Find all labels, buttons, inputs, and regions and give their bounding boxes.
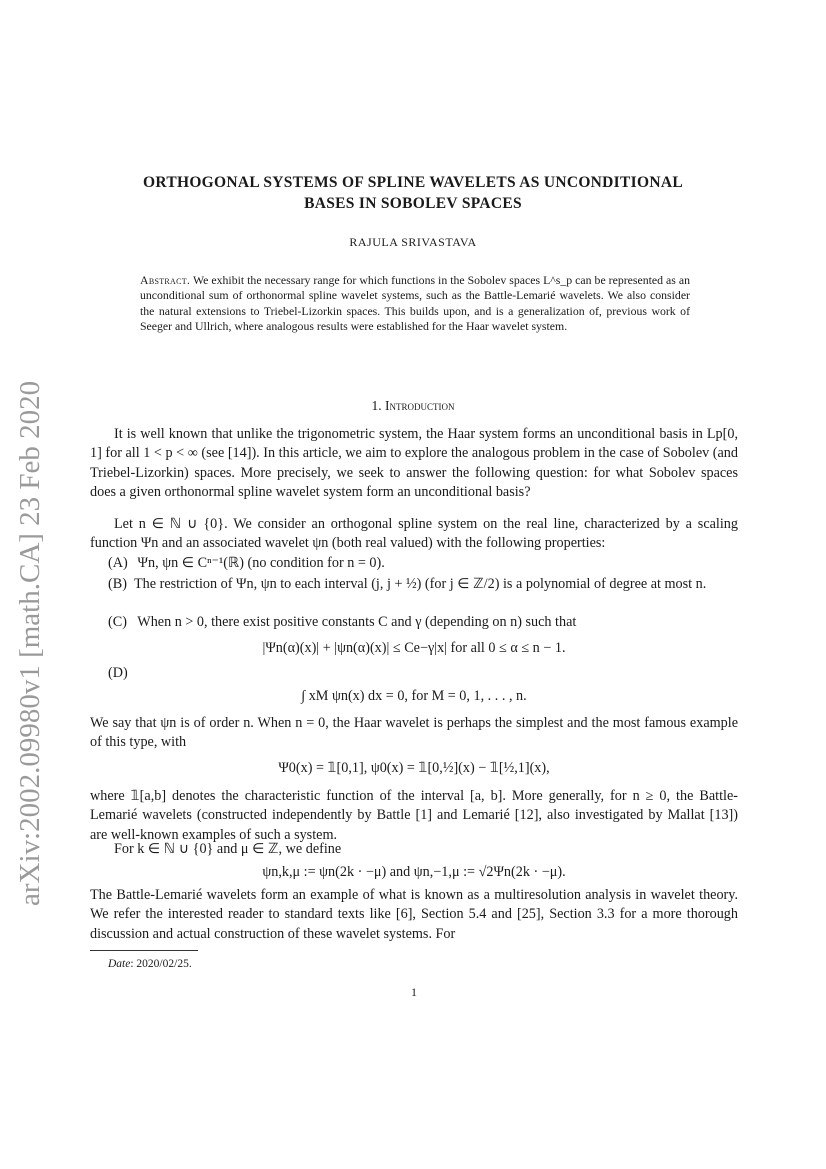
section-number: 1. xyxy=(371,398,382,413)
paragraph-order: We say that ψn is of order n. When n = 0, the Haar wavelet is perhaps the simplest and the most famous example of this type, with xyxy=(90,715,738,751)
list-tag: (A) xyxy=(108,555,128,571)
list-text: Ψn, ψn ∈ Cⁿ⁻¹(ℝ) (no condition for n = 0). xyxy=(137,555,385,571)
title-line-1: ORTHOGONAL SYSTEMS OF SPLINE WAVELETS AS UNCONDITIONAL xyxy=(143,174,683,191)
list-item-c xyxy=(108,613,738,632)
list-item-a xyxy=(108,554,738,573)
list-item-d xyxy=(108,664,738,683)
list-item-b xyxy=(108,575,764,594)
abstract-label: Abstract. xyxy=(140,273,191,287)
paragraph-setup: Let n ∈ ℕ ∪ {0}. We consider an orthogonal spline system on the real line, characterized by a scaling function Ψn and an associated wavelet ψn (both real valued) with the following properties: xyxy=(90,516,738,552)
paragraph-define: For k ∈ ℕ ∪ {0} and μ ∈ ℤ, we define xyxy=(114,841,342,857)
footnote-value: : 2020/02/25. xyxy=(130,958,192,970)
paragraph-intro: It is well known that unlike the trigonometric system, the Haar system forms an unconditional basis in Lp[0, 1] for all 1 < p < ∞ (see [14]). In this article, we aim to explore the analogous problem in the case of Sobolev (and Triebel-Lizorkin) spaces. More precisely, we seek to answer the following question: for what Sobolev spaces does a given orthonormal spline wavelet system form an unconditional basis? xyxy=(90,426,738,500)
arxiv-identifier: arXiv:2002.09980v1 [math.CA] 23 Feb 2020 xyxy=(14,380,46,906)
equation-haar: Ψ0(x) = 𝟙[0,1], ψ0(x) = 𝟙[0,½](x) − 𝟙[½,1](x), xyxy=(278,760,550,776)
list-text: The restriction of Ψn, ψn to each interval (j, j + ½) (for j ∈ ℤ/2) is a polynomial of degree at most n. xyxy=(134,576,707,592)
paragraph-mra: The Battle-Lemarié wavelets form an example of what is known as a multiresolution analysis in wavelet theory. We refer the interested reader to standard texts like [6], Section 5.4 and [25], Section 3.3 for a more thorough discussion and actual construction of these wavelet systems. For xyxy=(90,887,738,942)
abstract-text: We exhibit the necessary range for which functions in the Sobolev spaces L^s_p can be represented as an unconditional sum of orthonormal spline wavelet systems, such as the Battle-Lemarié wavelets. We also consider the natural extensions to Triebel-Lizorkin spaces. This builds upon, and is a generalization of, previous work of Seeger and Ullrich, where analogous results were established for the Haar wavelet system. xyxy=(140,273,690,334)
paragraph-battle-lemarie: where 𝟙[a,b] denotes the characteristic function of the interval [a, b]. More generally, for n ≥ 0, the Battle-Lemarié wavelets (constructed independently by Battle [1] and Lemarié [12], also investigated by Mallat [13]) are well-known examples of such a system. xyxy=(90,788,738,843)
section-title: Introduction xyxy=(385,398,455,413)
author: RAJULA SRIVASTAVA xyxy=(349,235,477,249)
list-tag: (D) xyxy=(108,665,128,681)
equation-decay: |Ψn(α)(x)| + |ψn(α)(x)| ≤ Ce−γ|x| for all 0 ≤ α ≤ n − 1. xyxy=(262,640,566,656)
title-line-2: BASES IN SOBOLEV SPACES xyxy=(304,195,522,212)
footnote-label: Date xyxy=(108,958,131,970)
list-tag: (C) xyxy=(108,614,127,630)
equation-definition: ψn,k,μ := ψn(2k · −μ) and ψn,−1,μ := √2Ψn(2k · −μ). xyxy=(262,864,566,880)
section-heading xyxy=(90,398,736,414)
abstract xyxy=(140,273,690,335)
footnote-rule xyxy=(90,950,198,951)
footnote-date xyxy=(108,958,192,970)
list-text: When n > 0, there exist positive constants C and γ (depending on n) such that xyxy=(137,614,577,630)
paper-title xyxy=(90,172,736,214)
list-tag: (B) xyxy=(108,576,127,592)
equation-moments: ∫ xM ψn(x) dx = 0, for M = 0, 1, . . . , n. xyxy=(301,688,527,704)
page-number: 1 xyxy=(411,985,417,999)
